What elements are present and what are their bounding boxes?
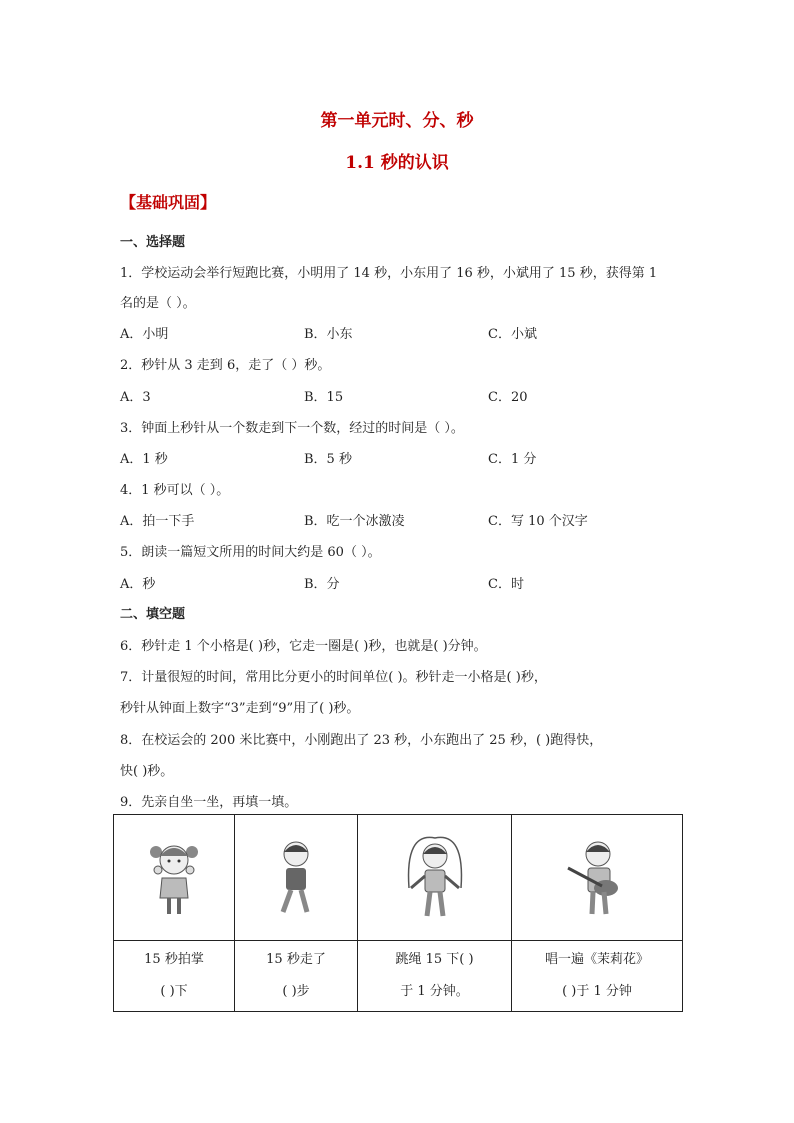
cell-4-line2: ( )于 1 分钟 bbox=[562, 984, 632, 999]
table-image-cell bbox=[235, 815, 358, 941]
q1-option-a: A．小明 bbox=[120, 327, 169, 342]
table-text-cell bbox=[512, 941, 683, 1012]
cell-2-line1: 15 秒走了 bbox=[266, 952, 326, 967]
table-image-cell bbox=[512, 815, 683, 941]
part1-heading: 一、选择题 bbox=[120, 235, 186, 250]
table-image-cell bbox=[114, 815, 235, 941]
question-1-line1: 1．学校运动会举行短跑比赛，小明用了 14 秒，小东用了 16 秒，小斌用了 15 秒，获得第 1 bbox=[120, 266, 658, 281]
q5-option-b: B．分 bbox=[304, 577, 340, 592]
question-8-line2: 快( )秒。 bbox=[120, 764, 174, 779]
q5-option-c: C．时 bbox=[488, 577, 524, 592]
question-6: 6．秒针走 1 个小格是( )秒，它走一圈是( )秒，也就是( )分钟。 bbox=[120, 639, 487, 654]
q2-option-a: A．3 bbox=[120, 390, 151, 405]
question-1-line2: 名的是（ ）。 bbox=[120, 296, 196, 311]
question-5: 5．朗读一篇短文所用的时间大约是 60（ ）。 bbox=[120, 545, 381, 560]
q2-option-c: C．20 bbox=[488, 390, 528, 405]
boy-walking-icon bbox=[271, 838, 321, 918]
section-tag: 【基础巩固】 bbox=[120, 193, 217, 212]
cell-1-line1: 15 秒拍掌 bbox=[144, 952, 204, 967]
question-4: 4．1 秒可以（ ）。 bbox=[120, 483, 230, 498]
q4-option-b: B．吃一个冰激凌 bbox=[304, 514, 405, 529]
q1-option-b: B．小东 bbox=[304, 327, 353, 342]
activity-table bbox=[113, 814, 683, 1012]
table-text-cell bbox=[114, 941, 235, 1012]
q4-option-a: A．拍一下手 bbox=[120, 514, 195, 529]
q4-option-c: C．写 10 个汉字 bbox=[488, 514, 588, 529]
lesson-subtitle: 1.1 秒的认识 bbox=[345, 153, 449, 173]
page-title: 第一单元时、分、秒 bbox=[320, 111, 474, 131]
question-7-line2: 秒针从钟面上数字“3”走到“9”用了( )秒。 bbox=[120, 701, 360, 716]
question-8-line1: 8．在校运会的 200 米比赛中，小刚跑出了 23 秒，小东跑出了 25 秒，( )跑得快， bbox=[120, 733, 603, 748]
cell-2-line2: ( )步 bbox=[282, 984, 310, 999]
boy-playing-guitar-icon bbox=[562, 838, 632, 918]
table-text-cell bbox=[358, 941, 512, 1012]
q1-option-c: C．小斌 bbox=[488, 327, 537, 342]
cell-3-line2: 于 1 分钟。 bbox=[400, 984, 469, 999]
question-7-line1: 7．计量很短的时间，常用比分更小的时间单位( )。秒针走一小格是( )秒， bbox=[120, 670, 547, 685]
question-2: 2．秒针从 3 走到 6，走了（ ）秒。 bbox=[120, 358, 331, 373]
table-image-cell bbox=[358, 815, 512, 941]
q2-option-b: B．15 bbox=[304, 390, 344, 405]
table-text-cell bbox=[235, 941, 358, 1012]
question-3: 3．钟面上秒针从一个数走到下一个数，经过的时间是（ ）。 bbox=[120, 421, 464, 436]
q5-option-a: A．秒 bbox=[120, 577, 156, 592]
q3-option-a: A．1 秒 bbox=[120, 452, 168, 467]
q3-option-c: C．1 分 bbox=[488, 452, 537, 467]
boy-jumping-rope-icon bbox=[395, 832, 475, 924]
cell-4-line1: 唱一遍《茉莉花》 bbox=[544, 952, 649, 967]
part2-heading: 二、填空题 bbox=[120, 607, 186, 622]
cell-3-line1: 跳绳 15 下( ) bbox=[395, 952, 474, 967]
cell-1-line2: ( )下 bbox=[160, 984, 188, 999]
q3-option-b: B．5 秒 bbox=[304, 452, 352, 467]
girl-clapping-icon bbox=[144, 838, 204, 918]
question-9: 9．先亲自坐一坐，再填一填。 bbox=[120, 795, 298, 810]
